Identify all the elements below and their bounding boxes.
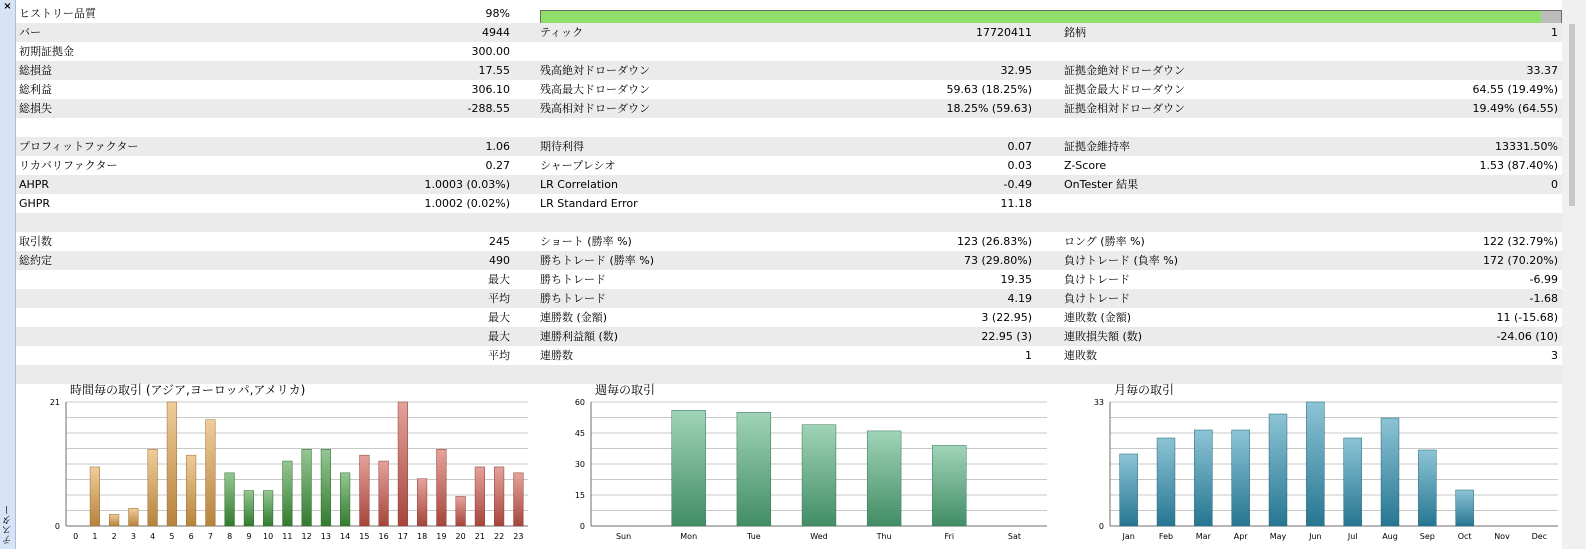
- stats-spacer-row: [16, 118, 1562, 137]
- stat-label: 証拠金維持率: [1064, 140, 1130, 153]
- stat-label: [19, 289, 219, 308]
- stat-label: 残高相対ドローダウン: [540, 102, 650, 115]
- stat-label: 連敗損失額 (数): [1064, 330, 1143, 343]
- bar-10: [263, 491, 273, 526]
- bar-6: [186, 455, 196, 526]
- stat-value: 最大: [488, 273, 510, 286]
- stat-label: シャープレシオ: [540, 159, 616, 172]
- x-tick-label: Sep: [1419, 532, 1435, 541]
- chart-title: 時間毎の取引 (アジア,ヨーロッパ,アメリカ): [70, 383, 306, 397]
- stat-value: 3: [1551, 349, 1558, 362]
- stat-label: 連勝利益額 (数): [540, 330, 619, 343]
- stat-label: [19, 327, 219, 346]
- stat-label: 残高最大ドローダウン: [540, 83, 650, 96]
- bar-Thu: [867, 431, 901, 526]
- stat-value: -1.68: [1529, 292, 1558, 305]
- x-tick-label: 10: [263, 532, 274, 541]
- x-tick-label: Fri: [944, 532, 955, 541]
- y-tick-label: 33: [1093, 398, 1104, 407]
- x-tick-label: 22: [494, 532, 505, 541]
- x-tick-label: 3: [130, 532, 136, 541]
- bar-17: [398, 402, 408, 526]
- bar-Jun: [1306, 402, 1324, 526]
- x-tick-label: 14: [340, 532, 351, 541]
- stat-label: 勝ちトレード (勝率 %): [540, 254, 655, 267]
- stats-row: [16, 80, 1562, 99]
- bar-Jul: [1344, 438, 1362, 526]
- x-tick-label: Feb: [1158, 532, 1174, 541]
- x-tick-label: Thu: [876, 532, 892, 541]
- stat-value: 4.19: [1007, 292, 1032, 305]
- stats-row: [16, 61, 1562, 80]
- bar-Jan: [1120, 454, 1138, 526]
- x-tick-label: Jun: [1309, 532, 1322, 541]
- stat-label: 連敗数: [1064, 349, 1097, 362]
- x-tick-label: 18: [417, 532, 428, 541]
- stat-value: 22.95 (3): [981, 330, 1032, 343]
- vertical-scrollbar[interactable]: [1562, 0, 1586, 549]
- quality-progress-bar: [540, 10, 1562, 24]
- bar-Mon: [672, 410, 706, 526]
- x-tick-label: Jul: [1347, 532, 1358, 541]
- stat-value: 11.18: [1000, 197, 1032, 210]
- chart-title: 月毎の取引: [1114, 383, 1175, 397]
- stat-label: 証拠金相対ドローダウン: [1064, 102, 1185, 115]
- y-tick-label: 45: [574, 429, 585, 438]
- stat-value: -24.06 (10): [1496, 330, 1558, 343]
- stat-label: 負けトレード: [1064, 273, 1130, 286]
- stat-label: リカバリファクター: [19, 159, 118, 172]
- bar-Feb: [1157, 438, 1175, 526]
- stat-value: 300.00: [471, 45, 510, 58]
- bar-Tue: [737, 412, 771, 526]
- x-tick-label: 15: [359, 532, 370, 541]
- stats-row: [16, 251, 1562, 270]
- chart-plot: [1078, 381, 1562, 549]
- scrollbar-thumb[interactable]: [1569, 24, 1575, 206]
- stat-value: 1: [1551, 26, 1558, 39]
- bar-Wed: [802, 425, 836, 526]
- stats-row: [16, 194, 1562, 213]
- stat-label: 総約定: [19, 254, 52, 267]
- x-tick-label: Aug: [1382, 532, 1398, 541]
- x-tick-label: 4: [150, 532, 156, 541]
- report-area: [16, 0, 1562, 549]
- x-tick-label: 5: [169, 532, 175, 541]
- stat-label: 取引数: [19, 235, 52, 248]
- stat-value: 3 (22.95): [981, 311, 1032, 324]
- x-tick-label: 6: [188, 532, 194, 541]
- stat-value: 0.27: [485, 159, 510, 172]
- stat-label: 残高絶対ドローダウン: [540, 64, 650, 77]
- x-tick-label: 2: [111, 532, 117, 541]
- stat-label: AHPR: [19, 178, 50, 191]
- stat-value: 123 (26.83%): [956, 235, 1032, 248]
- bar-5: [167, 402, 177, 526]
- x-tick-label: 23: [513, 532, 524, 541]
- stats-row: [16, 289, 1562, 308]
- x-tick-label: 21: [474, 532, 485, 541]
- chart-0: [30, 381, 532, 549]
- bar-14: [340, 473, 350, 526]
- x-tick-label: 16: [378, 532, 389, 541]
- bar-Sep: [1418, 450, 1436, 526]
- x-tick-label: 9: [246, 532, 252, 541]
- stat-label: 連敗数 (金額): [1064, 311, 1132, 324]
- x-tick-label: Oct: [1457, 532, 1472, 541]
- stat-label: GHPR: [19, 197, 51, 210]
- bar-Oct: [1456, 490, 1474, 526]
- stat-label: 連勝数 (金額): [540, 311, 608, 324]
- x-tick-label: 0: [73, 532, 79, 541]
- x-tick-label: May: [1269, 532, 1287, 541]
- chart-plot: [557, 381, 1051, 549]
- stat-value: 1.0003 (0.03%): [424, 178, 510, 191]
- stat-label: ショート (勝率 %): [540, 235, 632, 248]
- stats-row: [16, 327, 1562, 346]
- x-tick-label: Jan: [1122, 532, 1135, 541]
- stat-label: 連勝数: [540, 349, 573, 362]
- bar-Fri: [932, 445, 966, 526]
- stat-value: 11 (-15.68): [1496, 311, 1558, 324]
- stat-label: 総利益: [19, 83, 52, 96]
- stat-label: [19, 308, 219, 327]
- stat-value: 4944: [482, 26, 510, 39]
- stat-label: 証拠金最大ドローダウン: [1064, 83, 1185, 96]
- stat-label: 総損失: [19, 102, 52, 115]
- y-tick-label: 15: [574, 491, 585, 500]
- x-tick-label: Mon: [680, 532, 698, 541]
- bar-Aug: [1381, 418, 1399, 526]
- y-tick-label: 0: [579, 522, 585, 531]
- stat-value: 17720411: [976, 26, 1032, 39]
- close-icon[interactable]: ×: [3, 1, 12, 12]
- stat-label: 初期証拠金: [19, 45, 74, 58]
- stat-value: 122 (32.79%): [1482, 235, 1558, 248]
- stat-label: LR Standard Error: [540, 197, 638, 210]
- stats-row: [16, 156, 1562, 175]
- stats-row: [16, 42, 1562, 61]
- stats-row: [16, 346, 1562, 365]
- bar-13: [321, 449, 331, 526]
- stat-value: 平均: [488, 292, 510, 305]
- stat-value: 33.37: [1526, 64, 1558, 77]
- stat-value: [846, 42, 1032, 61]
- stat-value: -0.49: [1003, 178, 1032, 191]
- bar-11: [283, 461, 293, 526]
- stats-spacer-row: [16, 213, 1562, 232]
- bar-23: [514, 473, 524, 526]
- chart-1: [557, 381, 1051, 549]
- stat-value: -288.55: [467, 102, 510, 115]
- stat-value: 490: [489, 254, 510, 267]
- stats-row: [16, 137, 1562, 156]
- bar-18: [417, 479, 427, 526]
- stat-value: 73 (29.80%): [963, 254, 1032, 267]
- stat-value: [1356, 42, 1558, 61]
- stat-label: バー: [19, 26, 41, 39]
- bar-Apr: [1232, 430, 1250, 526]
- stat-label: LR Correlation: [540, 178, 618, 191]
- bar-9: [244, 491, 254, 526]
- y-tick-label: 60: [574, 398, 585, 407]
- x-tick-label: Sat: [1007, 532, 1021, 541]
- bar-May: [1269, 414, 1287, 526]
- bar-20: [456, 496, 466, 526]
- quality-progress-fill: [541, 11, 1541, 23]
- side-panel: [0, 0, 16, 549]
- stats-row: [16, 23, 1562, 42]
- x-tick-label: 8: [227, 532, 233, 541]
- stat-label: 勝ちトレード: [540, 292, 606, 305]
- x-tick-label: Apr: [1233, 532, 1248, 541]
- stat-value: 18.25% (59.63): [946, 102, 1032, 115]
- stats-row: [16, 232, 1562, 251]
- stats-row: [16, 99, 1562, 118]
- stat-value: [1356, 194, 1558, 213]
- stat-label: ティック: [540, 26, 584, 39]
- x-tick-label: 20: [455, 532, 466, 541]
- stat-value: 32.95: [1000, 64, 1032, 77]
- stat-value: 平均: [488, 349, 510, 362]
- x-tick-label: 19: [436, 532, 447, 541]
- x-tick-label: Tue: [747, 532, 761, 541]
- bar-Mar: [1194, 430, 1212, 526]
- chart-plot: [30, 381, 532, 549]
- stat-value: 172 (70.20%): [1482, 254, 1558, 267]
- vertical-panel-title: テスター: [3, 505, 14, 545]
- stat-value: 1.53 (87.40%): [1479, 159, 1558, 172]
- stat-value: 1: [1025, 349, 1032, 362]
- x-tick-label: Mar: [1195, 532, 1211, 541]
- x-tick-label: 7: [207, 532, 213, 541]
- y-tick-label: 0: [54, 522, 60, 531]
- x-tick-label: 17: [397, 532, 408, 541]
- stat-value: 13331.50%: [1495, 140, 1558, 153]
- stat-value: 64.55 (19.49%): [1472, 83, 1558, 96]
- x-tick-label: 11: [282, 532, 293, 541]
- bar-4: [148, 449, 158, 526]
- stat-value: 0: [1551, 178, 1558, 191]
- stats-row: [16, 308, 1562, 327]
- stat-label: 負けトレード (負率 %): [1064, 254, 1179, 267]
- x-tick-label: 1: [92, 532, 98, 541]
- stat-label: ロング (勝率 %): [1064, 235, 1145, 248]
- x-tick-label: 13: [320, 532, 331, 541]
- bar-1: [90, 467, 100, 526]
- stat-label: 期待利得: [540, 140, 584, 153]
- bar-15: [360, 455, 370, 526]
- x-tick-label: Wed: [810, 532, 828, 541]
- bar-8: [225, 473, 235, 526]
- bar-22: [494, 467, 504, 526]
- stat-label: 勝ちトレード: [540, 273, 606, 286]
- stat-value: 最大: [488, 311, 510, 324]
- bar-16: [379, 461, 389, 526]
- quality-row: [16, 4, 1562, 23]
- stat-value: 17.55: [478, 64, 510, 77]
- stats-row: [16, 175, 1562, 194]
- stat-label: OnTester 結果: [1064, 178, 1139, 191]
- y-tick-label: 30: [574, 460, 585, 469]
- bar-2: [109, 514, 119, 526]
- bar-3: [129, 508, 139, 526]
- bar-21: [475, 467, 485, 526]
- stat-value: 59.63 (18.25%): [946, 83, 1032, 96]
- stat-value: 0.03: [1007, 159, 1032, 172]
- y-tick-label: 21: [49, 398, 60, 407]
- stat-label: Z-Score: [1064, 159, 1107, 172]
- stat-value: 19.35: [1000, 273, 1032, 286]
- stat-label: [1064, 42, 1324, 61]
- stat-label: 総損益: [19, 64, 52, 77]
- stat-value: 19.49% (64.55): [1472, 102, 1558, 115]
- stat-label: 銘柄: [1064, 26, 1086, 39]
- x-tick-label: 12: [301, 532, 312, 541]
- stat-label: [19, 346, 219, 365]
- bar-12: [302, 449, 312, 526]
- stat-label: 負けトレード: [1064, 292, 1130, 305]
- stat-value: 最大: [488, 330, 510, 343]
- stat-label: [19, 270, 219, 289]
- chart-title: 週毎の取引: [595, 383, 656, 397]
- quality-value: 98%: [485, 7, 510, 20]
- stat-label: プロフィットファクター: [19, 140, 139, 153]
- stat-label: 証拠金絶対ドローダウン: [1064, 64, 1185, 77]
- stat-value: 306.10: [471, 83, 510, 96]
- stats-row: [16, 270, 1562, 289]
- x-tick-label: Sun: [615, 532, 632, 541]
- y-tick-label: 0: [1098, 522, 1104, 531]
- bar-19: [437, 449, 447, 526]
- stat-value: 0.07: [1007, 140, 1032, 153]
- stat-value: 1.06: [485, 140, 510, 153]
- stat-label: [1064, 194, 1324, 213]
- bar-7: [206, 420, 216, 526]
- stat-value: 245: [489, 235, 510, 248]
- stat-label: [540, 42, 800, 61]
- x-tick-label: Nov: [1494, 532, 1510, 541]
- stat-value: -6.99: [1529, 273, 1558, 286]
- quality-label: ヒストリー品質: [19, 7, 96, 20]
- x-tick-label: Dec: [1531, 532, 1548, 541]
- stat-value: 1.0002 (0.02%): [424, 197, 510, 210]
- chart-2: [1078, 381, 1562, 549]
